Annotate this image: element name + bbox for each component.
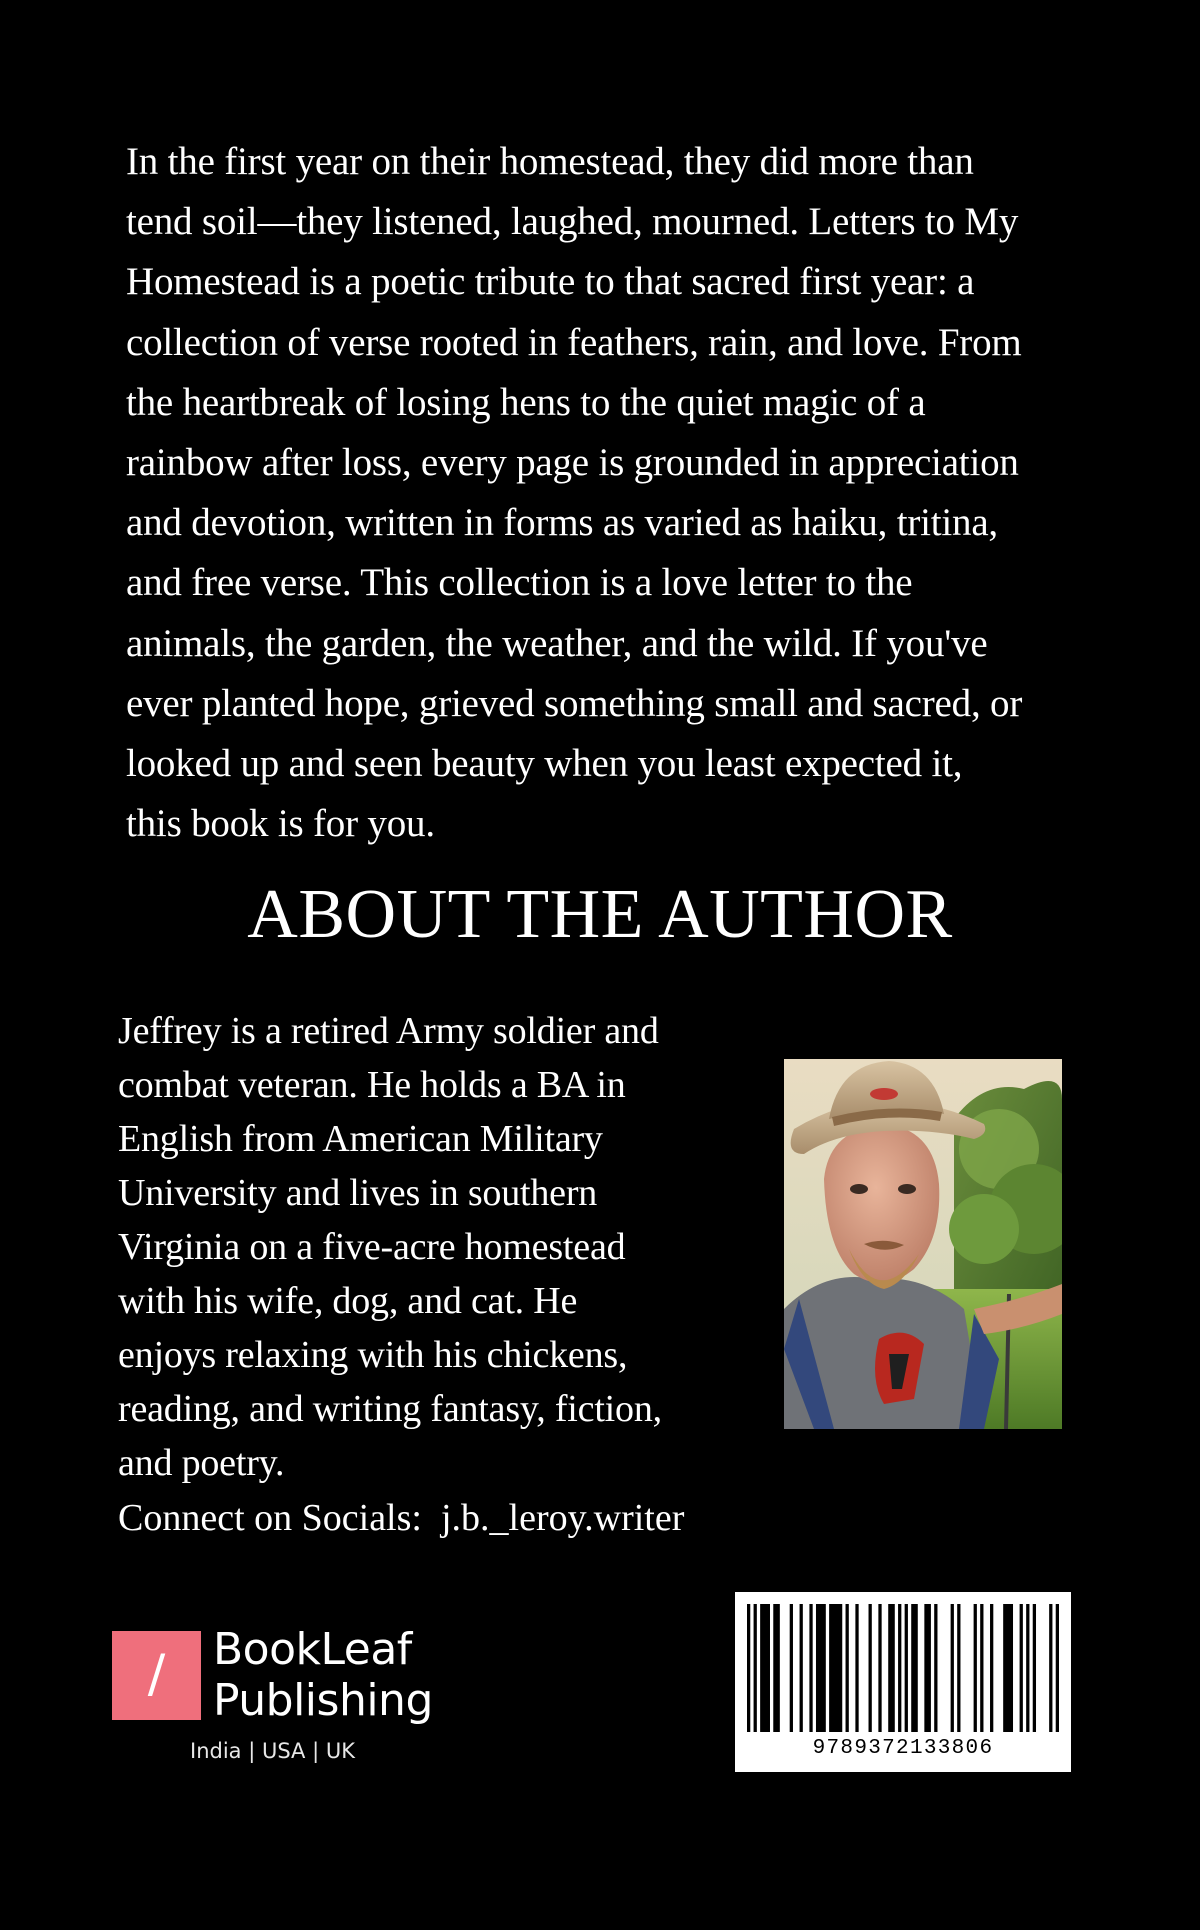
barcode-bar bbox=[1056, 1604, 1059, 1732]
barcode-bar bbox=[980, 1604, 983, 1732]
blurb-line: collection of verse rooted in feathers, rain, and love. From bbox=[126, 320, 1022, 364]
barcode-bar bbox=[869, 1604, 872, 1732]
barcode-bar bbox=[1049, 1604, 1052, 1732]
socials-handle: Connect on Socials: j.b._leroy.writer bbox=[118, 1497, 685, 1539]
barcode-bar bbox=[924, 1604, 931, 1732]
about-author-heading: ABOUT THE AUTHOR bbox=[247, 876, 953, 953]
barcode-bar bbox=[809, 1604, 812, 1732]
barcode-bar bbox=[905, 1604, 908, 1732]
bio-line: University and lives in southern bbox=[118, 1172, 598, 1214]
author-photo bbox=[784, 1059, 1062, 1429]
barcode-bar bbox=[855, 1604, 858, 1732]
bio-line: Jeffrey is a retired Army soldier and bbox=[118, 1010, 659, 1052]
barcode-bar bbox=[800, 1604, 803, 1732]
blurb-line: In the first year on their homestead, they did more than bbox=[126, 140, 974, 183]
barcode-bar bbox=[790, 1604, 793, 1732]
author-bio bbox=[118, 1004, 758, 1490]
barcode-bar bbox=[1026, 1604, 1029, 1732]
barcode-bar bbox=[898, 1604, 901, 1732]
barcode-bar bbox=[1003, 1604, 1013, 1732]
blurb-line: this book is for you. bbox=[126, 802, 435, 846]
barcode-bar bbox=[888, 1604, 895, 1732]
blurb-line: and devotion, written in forms as varied as haiku, tritina, bbox=[126, 501, 998, 545]
blurb-line: animals, the garden, the weather, and the wild. If you've bbox=[126, 621, 988, 665]
blurb-line: Homestead is a poetic tribute to that sacred first year: a bbox=[126, 260, 975, 304]
bio-line: enjoys relaxing with his chickens, bbox=[118, 1334, 628, 1376]
bio-line: Virginia on a five-acre homestead bbox=[118, 1226, 626, 1268]
blurb-line: and free verse. This collection is a love letter to the bbox=[126, 561, 913, 605]
slash-icon: / bbox=[147, 1644, 166, 1704]
blurb-line: the heartbreak of losing hens to the quiet magic of a bbox=[126, 380, 926, 424]
publisher-name-line: BookLeaf bbox=[213, 1624, 412, 1675]
bio-line: English from American Military bbox=[118, 1118, 603, 1160]
back-cover-blurb bbox=[126, 132, 1106, 854]
barcode-bar bbox=[1033, 1604, 1036, 1732]
barcode-bar bbox=[846, 1604, 849, 1732]
publisher-regions: India | USA | UK bbox=[190, 1739, 355, 1763]
barcode-bar bbox=[747, 1604, 750, 1732]
barcode-bar bbox=[951, 1604, 954, 1732]
barcode-bar bbox=[911, 1604, 918, 1732]
isbn-number: 9789372133806 bbox=[812, 1737, 994, 1760]
isbn-barcode bbox=[735, 1592, 1071, 1772]
blurb-line: looked up and seen beauty when you least expected it, bbox=[126, 742, 963, 786]
blurb-line: ever planted hope, grieved something small and sacred, or bbox=[126, 681, 1023, 725]
publisher-logo bbox=[112, 1624, 452, 1770]
barcode-bar bbox=[974, 1604, 977, 1732]
bio-line: reading, and writing fantasy, fiction, bbox=[118, 1388, 662, 1430]
barcode-bar bbox=[990, 1604, 993, 1732]
barcode-bar bbox=[957, 1604, 960, 1732]
blurb-line: rainbow after loss, every page is grounded in appreciation bbox=[126, 441, 1019, 485]
bio-line: combat veteran. He holds a BA in bbox=[118, 1064, 626, 1106]
barcode-bar bbox=[1020, 1604, 1023, 1732]
barcode-bar bbox=[816, 1604, 826, 1732]
barcode-bar bbox=[773, 1604, 780, 1732]
publisher-name bbox=[213, 1624, 433, 1726]
barcode-bar bbox=[760, 1604, 770, 1732]
barcode-bar bbox=[934, 1604, 937, 1732]
barcode-bar bbox=[829, 1604, 842, 1732]
bio-line: and poetry. bbox=[118, 1442, 285, 1484]
barcode-bar bbox=[878, 1604, 881, 1732]
blurb-line: tend soil—they listened, laughed, mourned. Letters to My bbox=[126, 200, 1019, 244]
barcode-bar bbox=[754, 1604, 757, 1732]
publisher-name-line: Publishing bbox=[213, 1675, 433, 1726]
bio-line: with his wife, dog, and cat. He bbox=[118, 1280, 578, 1322]
